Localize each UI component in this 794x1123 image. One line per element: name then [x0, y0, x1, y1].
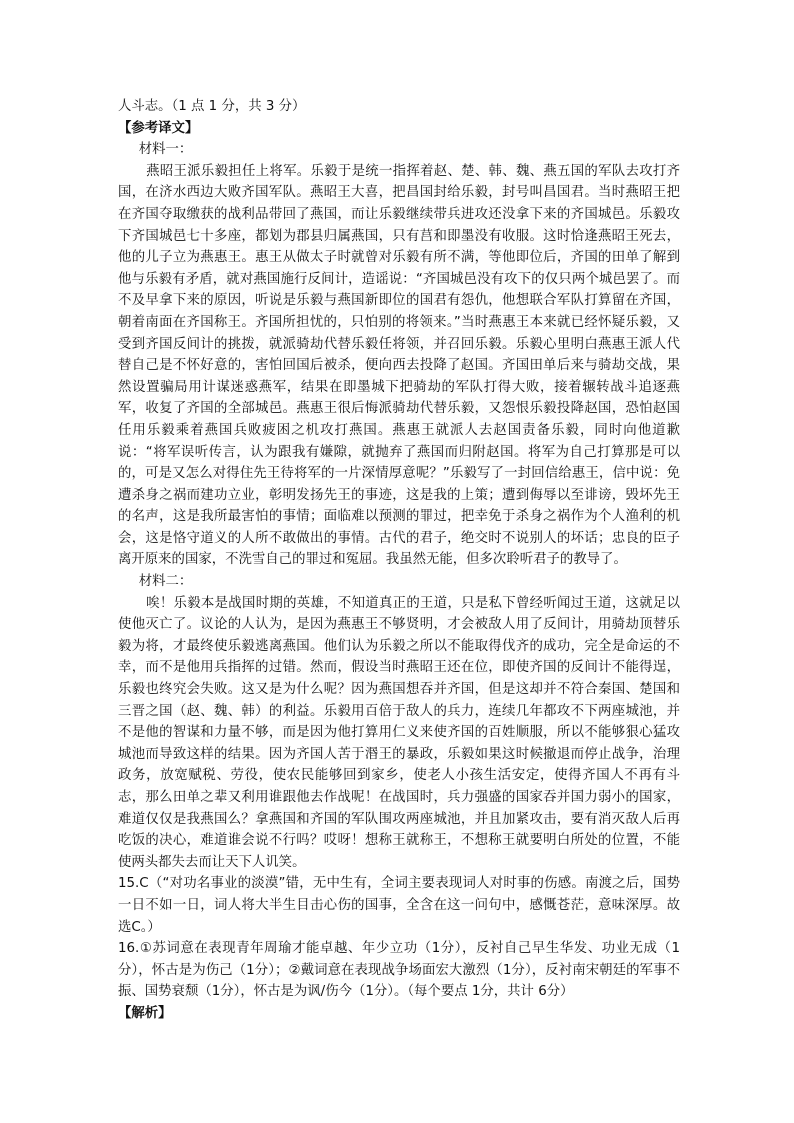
intro-line: 人斗志。（1 点 1 分，共 3 分） — [118, 99, 306, 114]
analysis-heading: 【解析】 — [118, 1005, 172, 1021]
translation-heading: 【参考译文】 — [118, 120, 199, 136]
answer-16: 16.①苏词意在表现青年周瑜才能卓越、年少立功（1分），反衬自己早生华发、功业无成（1分），怀古是为伤己（1分）；②戴词意在表现战争场面宏大激烈（1分），反衬南宋朝廷的军事不振、国势衰颓（1分），怀古是为讽/伤今（1分）。（每个要点 1分，共计 6分） — [118, 941, 680, 1000]
material1-label: 材料一： — [138, 142, 193, 158]
material1-text: 燕昭王派乐毅担任上将军。乐毅于是统一指挥着赵、楚、韩、魏、燕五国的军队去攻打齐国，在济水西边大败齐国军队。燕昭王大喜，把昌国封给乐毅，封号叫昌国君。当时燕昭王把在齐国夺取缴获的战利品带回了燕国，而让乐毅继续带兵进攻还没拿下来的齐国城邑。乐毅攻下齐国城邑七十多座，都划为郡县归属燕国，只有莒和即墨没有收服。这时恰逢燕昭王死去，他的儿子立为燕惠王。惠王从做太子时就曾对乐毅有所不满，等他即位后，齐国的田单了解到他与乐毅有矛盾，就对燕国施行反间计，造谣说：“齐国城邑没有攻下的仅只两个城邑罢了。而不及早拿下来的原因，听说是乐毅与燕国新即位的国君有怨仇，他想联合军队打算留在齐国，朝着南面在齐国称王。齐国所担忧的，只怕别的将领来。”当时燕惠王本来就已经怀疑乐毅，又受到齐国反间计的挑拨，就派骑劫代替乐毅任将领，并召回乐毅。乐毅心里明白燕惠王派人代替自己是不怀好意的，害怕回国后被杀，便向西去投降了赵国。齐国田单后来与骑劫交战，果然设置骗局用计谋迷惑燕军，结果在即墨城下把骑劫的军队打得大败，接着辗转战斗追逐燕军，收复了齐国的全部城邑。燕惠王很后悔派骑劫代替乐毅，又怨恨乐毅投降赵国，恐怕赵国任用乐毅乘着燕国兵败疲困之机攻打燕国。燕惠王就派人去赵国责备乐毅，同时向他道歉说：“将军误听传言，认为跟我有嫌隙，就抛弃了燕国而归附赵国。将军为自己打算那是可以的，可是又怎么对得住先王待将军的一片深情厚意呢？”乐毅写了一封回信给惠王，信中说：免遭杀身之祸而建功立业，彰明发扬先王的事迹，这是我的上策；遭到侮辱以至诽谤，毁坏先王的名声，这是我所最害怕的事情；面临难以预测的罪过，把幸免于杀身之祸作为个人渔利的机会，这是恪守道义的人所不敢做出的事情。古代的君子，绝交时不说别人的坏话；忠良的臣子离开原来的国家，不洗雪自己的罪过和冤屈。我虽然无能，但多次聆听君子的教导了。 — [118, 163, 680, 568]
document-page — [118, 96, 680, 1025]
answer-15: 15.C（“对功名事业的淡漠”错，无中生有，全词主要表现词人对时事的伤感。南渡之后，国势一日不如一日，词人将大半生目击心伤的国事，全含在这一问句中，感慨苍茫，意味深厚。故选C。） — [118, 876, 680, 935]
material2-label: 材料二： — [138, 574, 193, 590]
material2-text: 唉！乐毅本是战国时期的英雄，不知道真正的王道，只是私下曾经听闻过王道，这就足以使他灭亡了。议论的人认为，是因为燕惠王不够贤明，才会被敌人用了反间计，用骑劫顶替乐毅为将，才最终使乐毅逃离燕国。他们认为乐毅之所以不能取得伐齐的成功，完全是命运的不幸，而不是他用兵指挥的过错。然而，假设当时燕昭王还在位，即使齐国的反间计不能得逞，乐毅也终究会失败。这又是为什么呢？因为燕国想吞并齐国，但是这却并不符合秦国、楚国和三晋之国（赵、魏、韩）的利益。乐毅用百倍于敌人的兵力，连续几年都攻不下两座城池，并不是他的智谋和力量不够，而是因为他打算用仁义来使齐国的百姓顺服，所以不能够狠心猛攻城池而导致这样的结果。因为齐国人苦于湣王的暴政，乐毅如果这时候撤退而停止战争，治理政务，放宽赋税、劳役，使农民能够回到家乡，使老人小孩生活安定，使得齐国人不再有斗志，那么田单之辈又利用谁跟他去作战呢！在战国时，兵力强盛的国家吞并国力弱小的国家，难道仅仅是我燕国么？拿燕国和齐国的军队围攻两座城池，并且加紧攻击，要有消灭敌人后再吃饭的决心，难道谁会说不行吗？哎呀！想称王就称王，不想称王就要明白所处的位置，不能使两头都失去而让天下人讥笑。 — [118, 595, 680, 870]
